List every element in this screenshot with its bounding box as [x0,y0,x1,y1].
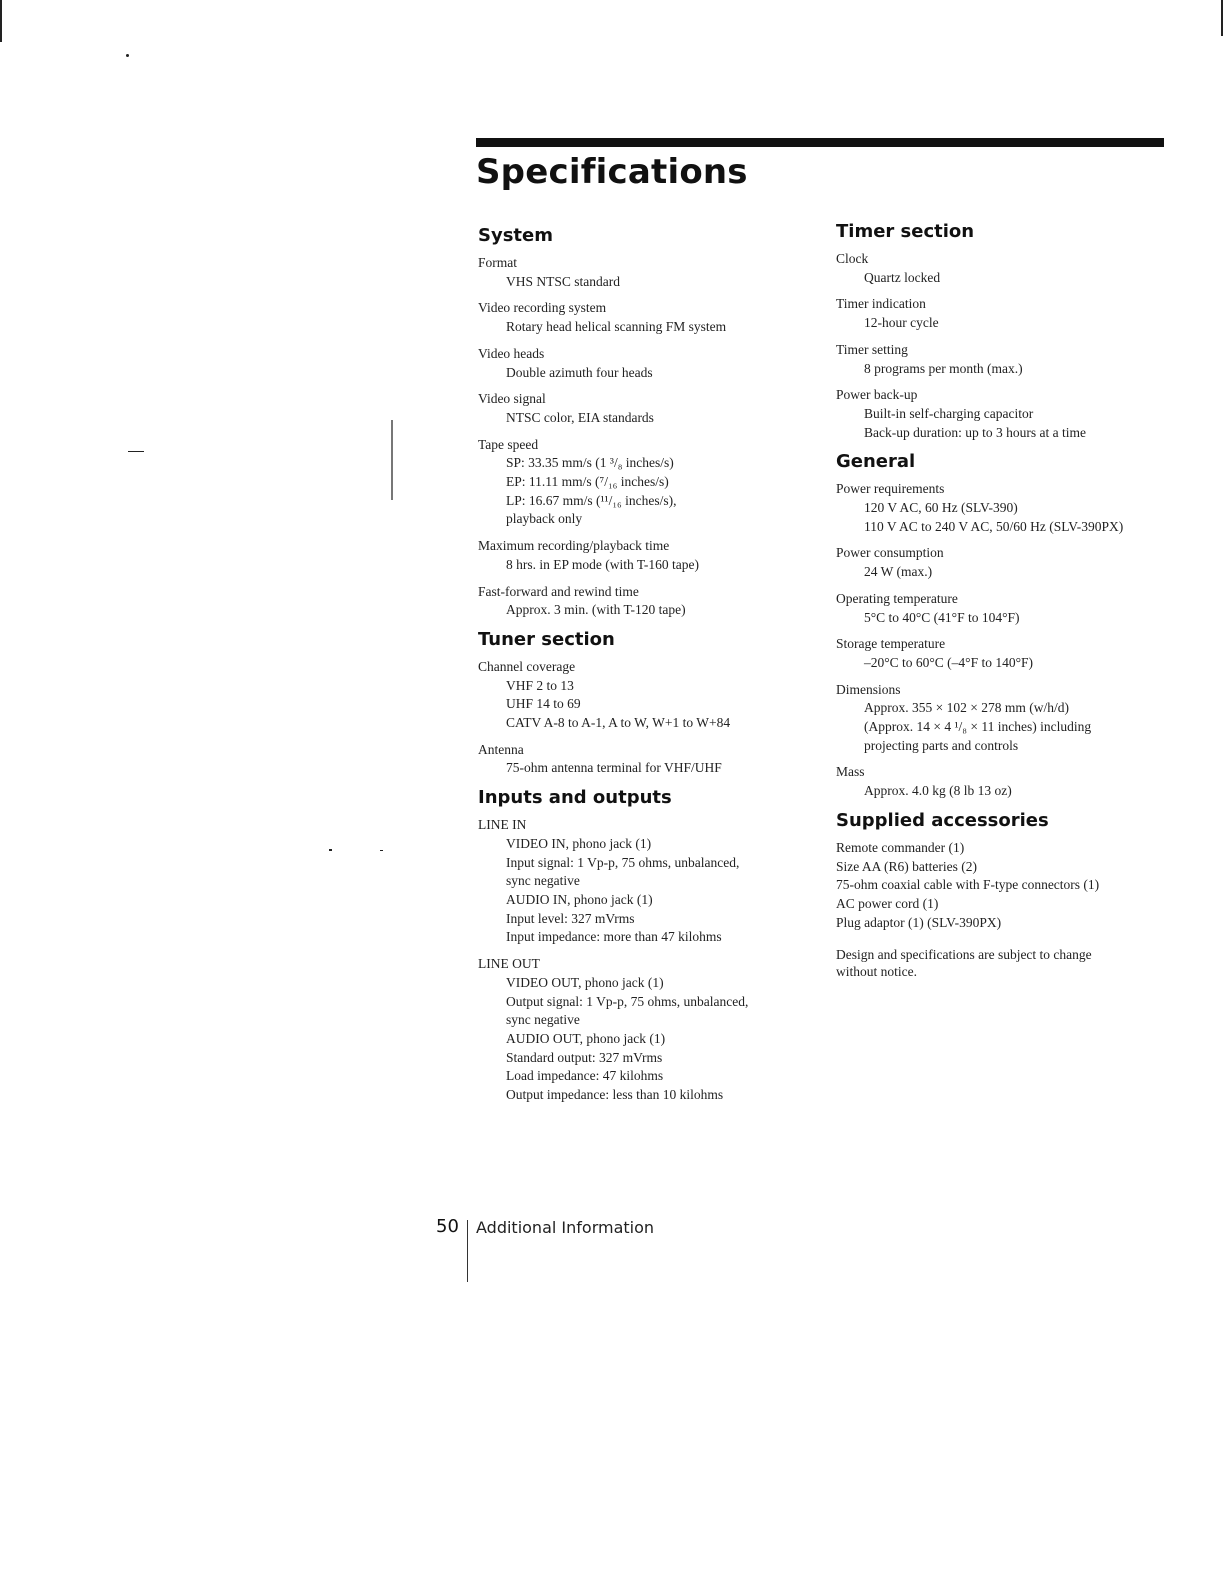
change-notice: Design and specifications are subject to change without notice. [836,947,1092,980]
accessory-item: AC power cord (1) [836,895,939,911]
spec-value: VIDEO IN, phono jack (1) [506,835,652,851]
spec-value: Quartz locked [864,269,941,285]
spec-label: Operating temperature [836,590,958,606]
spec-value: Rotary head helical scanning FM system [506,319,727,335]
section-heading-supplied-accessories: Supplied accessories [836,809,1049,831]
spec-value: 8 programs per month (max.) [864,360,1023,376]
spec-value: Output impedance: less than 10 kilohms [506,1087,724,1103]
spec-item [478,345,808,382]
spec-item [478,955,808,1105]
spec-value: –20°C to 60°C (–4°F to 140°F) [864,654,1033,670]
spec-value: projecting parts and controls [864,737,1019,753]
spec-item [836,250,1166,287]
spec-item [836,295,1166,332]
spec-value: 75-ohm antenna terminal for VHF/UHF [506,760,722,776]
spec-value: AUDIO IN, phono jack (1) [506,891,653,907]
spec-item [836,341,1166,378]
page-title: Specifications [476,152,748,192]
accessories-list [836,839,1166,933]
scan-speck [329,849,332,851]
spec-item [836,763,1166,800]
spec-value: Input signal: 1 Vp-p, 75 ohms, unbalanced, [506,854,740,870]
spec-label: Maximum recording/playback time [478,538,670,554]
scan-speck [126,54,129,57]
spec-value: NTSC color, EIA standards [506,409,654,425]
spec-label: Format [478,255,517,270]
spec-label: LINE OUT [478,956,540,972]
spec-value: Approx. 3 min. (with T-120 tape) [506,602,686,618]
spec-label: Channel coverage [478,658,576,674]
section-heading-tuner-section: Tuner section [478,628,615,650]
spec-value: 8 hrs. in EP mode (with T-160 tape) [506,556,699,572]
spec-value: LP: 16.67 mm/s (¹¹/₁₆ inches/s), [506,492,677,508]
scan-dash [128,451,144,452]
spec-value: 12-hour cycle [864,315,939,331]
spec-label: Power consumption [836,545,944,561]
right-sections [836,220,1166,801]
spec-item [478,583,808,620]
spec-label: Storage temperature [836,636,946,652]
spec-value: playback only [506,511,583,527]
spec-value: Input impedance: more than 47 kilohms [506,929,722,945]
spec-value: VHF 2 to 13 [506,677,574,693]
spec-value: Standard output: 327 mVrms [506,1049,663,1065]
accessory-item: Remote commander (1) [836,839,965,855]
spec-label: Video recording system [478,300,607,316]
spec-value: Approx. 4.0 kg (8 lb 13 oz) [864,783,1012,799]
spec-label: Timer setting [836,341,908,357]
spec-value: 110 V AC to 240 V AC, 50/60 Hz (SLV-390PX) [864,518,1124,534]
accessory-item: 75-ohm coaxial cable with F-type connectors (1) [836,877,1100,893]
spec-item [478,299,808,336]
title-rule [476,138,1164,147]
spec-value: 24 W (max.) [864,564,933,580]
section-heading-general: General [836,451,916,473]
footer-section-title: Additional Information [476,1218,655,1237]
footer-divider [467,1220,468,1282]
spec-item [836,480,1166,536]
spec-label: Dimensions [836,681,901,697]
section-heading-system: System [478,225,553,246]
spec-item [478,436,808,530]
spec-item [478,658,808,733]
spec-value: Approx. 355 × 102 × 278 mm (w/h/d) [864,700,1069,716]
spec-item [478,816,808,947]
spec-value: Output signal: 1 Vp-p, 75 ohms, unbalanced, [506,993,749,1009]
spec-item [478,741,808,778]
spec-item [478,254,808,291]
spec-label: Video heads [478,345,545,361]
spec-value: CATV A-8 to A-1, A to W, W+1 to W+84 [506,715,731,731]
spec-value: AUDIO OUT, phono jack (1) [506,1030,666,1046]
spec-item [836,544,1166,581]
accessory-item: Size AA (R6) batteries (2) [836,858,977,874]
spec-value: sync negative [506,1012,580,1028]
spec-value: 120 V AC, 60 Hz (SLV-390) [864,500,1018,516]
spec-value: Load impedance: 47 kilohms [506,1068,664,1084]
spec-value: (Approx. 14 × 4 ¹/₈ × 11 inches) including [864,719,1092,735]
spec-label: Power back-up [836,387,918,403]
spec-label: Clock [836,251,869,266]
spec-value: Back-up duration: up to 3 hours at a time [864,424,1086,440]
spec-label: Antenna [478,741,524,757]
page-number: 50 [436,1216,459,1237]
right-column [836,220,1166,980]
spec-value: EP: 11.11 mm/s (⁷/₁₆ inches/s) [506,474,669,490]
spec-value: sync negative [506,873,580,889]
spec-item [478,537,808,574]
spec-value: Double azimuth four heads [506,364,653,380]
spec-value: 5°C to 40°C (41°F to 104°F) [864,609,1020,625]
spec-value: VHS NTSC standard [506,273,620,289]
spec-label: Fast-forward and rewind time [478,583,639,599]
left-column [478,224,808,1113]
spec-item [478,390,808,427]
scan-edge-mark-right [1221,0,1223,36]
spec-label: Power requirements [836,481,945,497]
spec-item [836,681,1166,756]
spec-value: UHF 14 to 69 [506,696,581,712]
spec-label: Tape speed [478,436,539,452]
spec-item [836,386,1166,442]
section-heading-timer-section: Timer section [836,221,975,242]
scan-stripe [391,420,393,500]
spec-label: Video signal [478,391,546,407]
accessory-item: Plug adaptor (1) (SLV-390PX) [836,914,1002,930]
spec-item [836,635,1166,672]
section-heading-inputs-and-outputs: Inputs and outputs [478,787,672,809]
spec-value: Built-in self-charging capacitor [864,405,1034,421]
scan-edge-mark-left [0,0,2,42]
spec-value: Input level: 327 mVrms [506,910,635,926]
spec-label: LINE IN [478,817,527,833]
spec-label: Timer indication [836,296,926,312]
spec-value: SP: 33.35 mm/s (1 ³/₈ inches/s) [506,455,674,471]
scan-speck [380,850,383,851]
spec-item [836,590,1166,627]
spec-label: Mass [836,764,865,780]
spec-value: VIDEO OUT, phono jack (1) [506,974,664,990]
